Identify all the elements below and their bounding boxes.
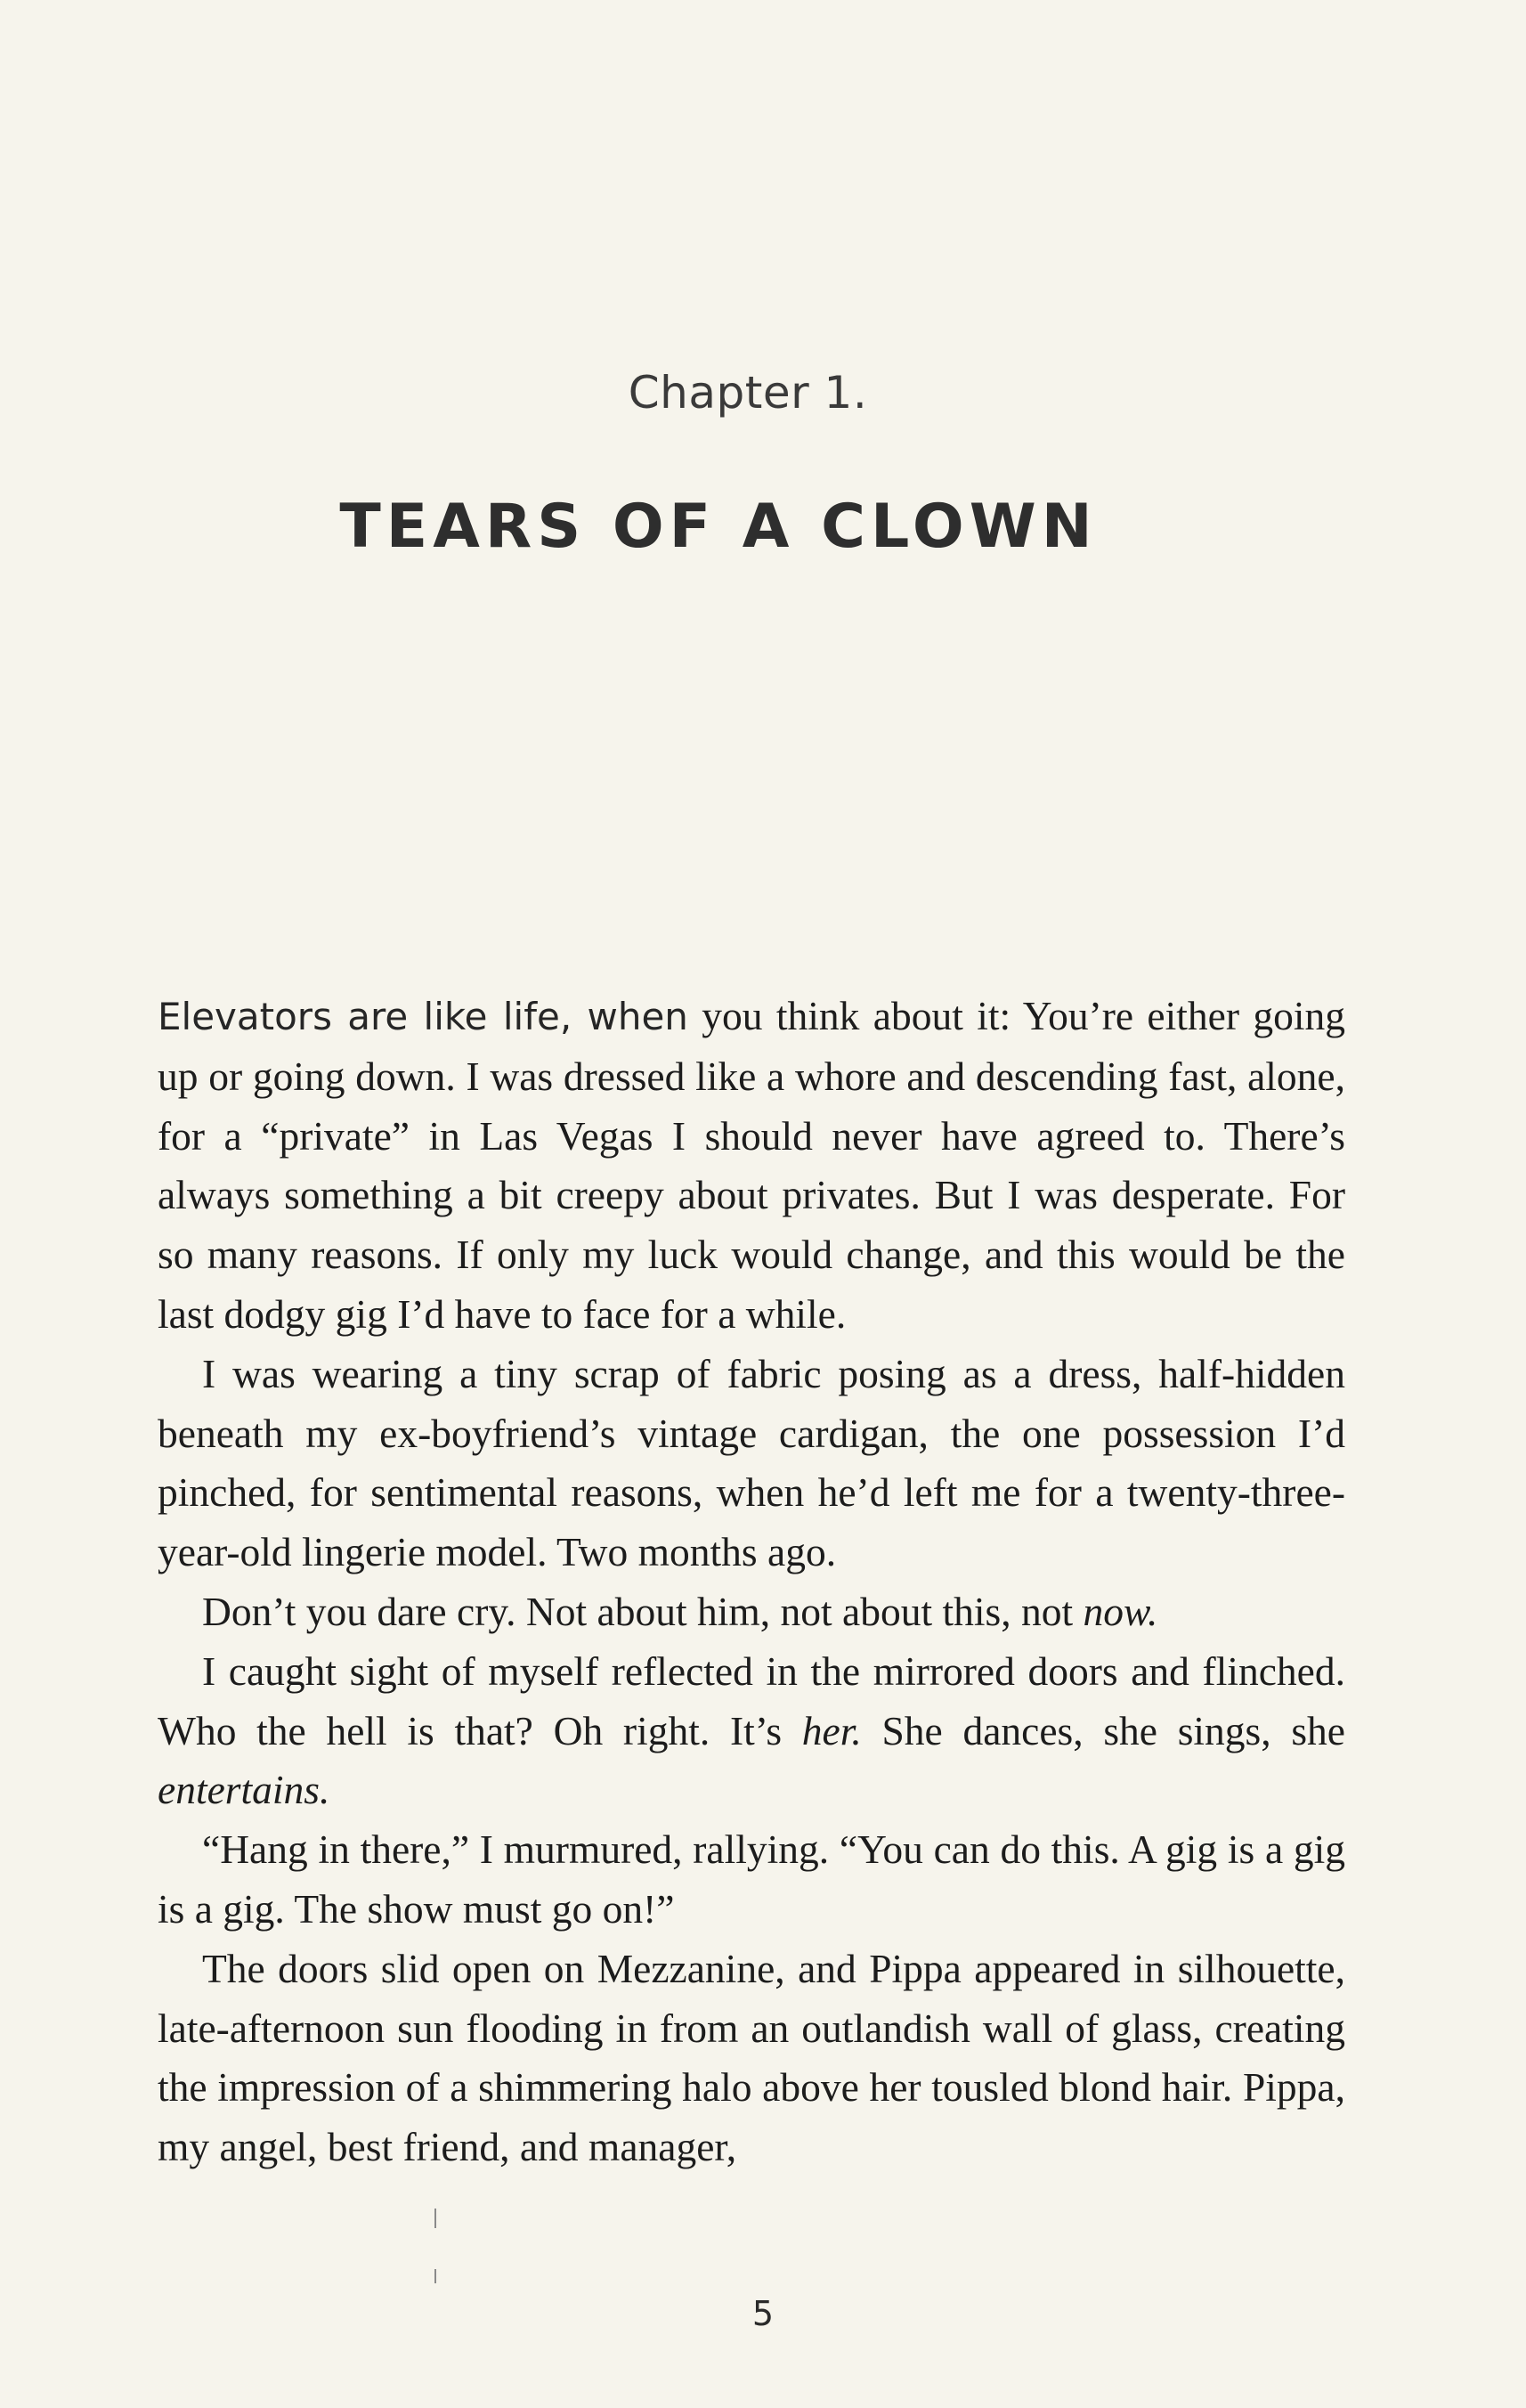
italic-emphasis: her. bbox=[801, 1707, 862, 1753]
scan-artifact-mark bbox=[434, 2209, 436, 2228]
scan-artifact-mark bbox=[434, 2269, 436, 2283]
italic-emphasis: entertains. bbox=[158, 1767, 330, 1813]
paragraph-text: I was wearing a tiny scrap of fabric posing as a dress, half-hidden beneath my ex-boyfriend’s vintage cardigan, the one possession I’d pinched, for sentimental reasons, when he’d left me for a twenty-three-year-old lingerie model. Two months ago. bbox=[158, 1350, 1345, 1575]
paragraph bbox=[158, 1642, 1345, 1820]
paragraph bbox=[158, 987, 1345, 1345]
paragraph-text: Don’t you dare cry. Not about him, not about this, not bbox=[202, 1588, 1084, 1634]
paragraph-lead-in: Elevators are like life, when bbox=[158, 995, 688, 1038]
chapter-title: TEARS OF A CLOWN bbox=[339, 492, 1098, 562]
chapter-label: Chapter 1. bbox=[628, 367, 868, 419]
body-text bbox=[158, 987, 1345, 2177]
paragraph-text: you think about it: You’re either going up or going down. I was dressed like a whore and descending fast, alone, for a “private” in Las Vegas I should never have agreed to. There’s always something a bit creepy about privates. But I was desperate. For so many reasons. If only my luck would change, and this would be the last dodgy gig I’d have to face for a while. bbox=[158, 993, 1345, 1337]
paragraph-text: She dances, she sings, she bbox=[861, 1707, 1345, 1753]
paragraph bbox=[158, 1582, 1345, 1642]
paragraph-text: “Hang in there,” I murmured, rallying. “You can do this. A gig is a gig is a gig. The show must go on!” bbox=[158, 1826, 1345, 1932]
paragraph bbox=[158, 1940, 1345, 2177]
paragraph-text: I caught sight of myself reflected in the mirrored doors and flinched. Who the hell is that? Oh right. It’s bbox=[158, 1647, 1345, 1753]
paragraph bbox=[158, 1345, 1345, 1582]
page-number: 5 bbox=[751, 2294, 775, 2333]
paragraph bbox=[158, 1820, 1345, 1940]
italic-emphasis: now. bbox=[1083, 1588, 1158, 1634]
paragraph-text: The doors slid open on Mezzanine, and Pippa appeared in silhouette, late-afternoon sun flooding in from an outlandish wall of glass, creating the impression of a shimmering halo above her tousled blond hair. Pippa, my angel, best friend, and manager, bbox=[158, 1945, 1345, 2170]
